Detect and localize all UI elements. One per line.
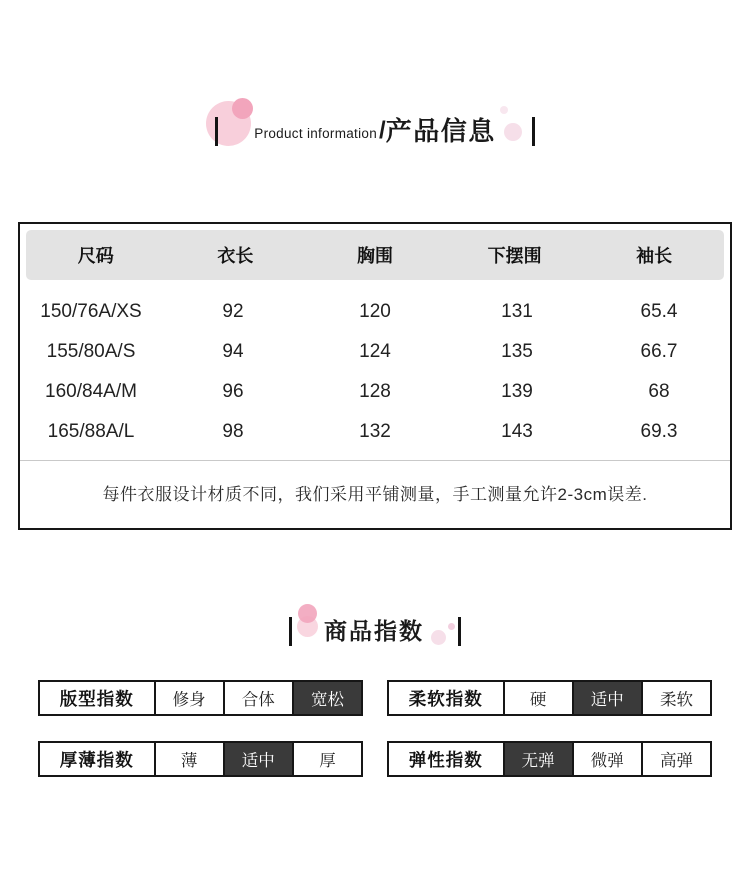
header-cell-hem: 下摆围 — [487, 246, 542, 266]
left-bar-decoration — [215, 117, 218, 146]
table-cell: 131 — [501, 301, 533, 322]
slash-separator: / — [379, 117, 386, 144]
pink-dot-light-icon — [431, 630, 446, 645]
table-cell: 94 — [222, 341, 244, 362]
table-cell: 165/88A/L — [47, 421, 135, 442]
pink-dot-tiny-icon — [448, 623, 455, 630]
table-row — [20, 372, 730, 412]
index-table-softness — [387, 680, 712, 716]
table-cell: 155/80A/S — [46, 341, 136, 362]
index-option: 高弹 — [659, 752, 693, 770]
measurement-note: 每件衣服设计材质不同，我们采用平铺测量，手工测量允许2-3cm误差. — [102, 485, 648, 504]
table-cell: 68 — [648, 381, 670, 402]
table-cell: 69.3 — [640, 421, 678, 442]
right-bar-decoration — [532, 117, 535, 146]
pink-dot-faint-icon — [500, 106, 508, 114]
product-index-title: 商品指数 — [324, 618, 424, 644]
index-option: 微弹 — [574, 743, 643, 775]
size-table-header-row — [26, 230, 724, 280]
pink-circle-small-icon — [232, 98, 253, 119]
size-table-body — [20, 292, 730, 452]
index-option: 适中 — [574, 682, 643, 714]
left-bar-decoration — [289, 617, 292, 646]
table-cell: 65.4 — [640, 301, 678, 322]
product-index-header — [289, 608, 461, 648]
table-cell: 120 — [359, 301, 391, 322]
product-info-label-en: Product information — [254, 126, 378, 141]
product-info-header — [215, 98, 534, 148]
index-label: 弹性指数 — [389, 743, 505, 775]
table-cell: 98 — [222, 421, 244, 442]
index-option: 厚 — [319, 752, 336, 770]
table-cell: 128 — [359, 381, 391, 402]
pink-dot-light-icon — [504, 123, 522, 141]
header-cell-sleeve: 袖长 — [636, 246, 673, 266]
index-option: 薄 — [156, 743, 225, 775]
table-cell: 135 — [501, 341, 533, 362]
index-option: 硬 — [505, 682, 574, 714]
pink-dots-right-icon — [496, 98, 532, 148]
header-cell-chest: 胸围 — [356, 246, 393, 266]
index-table-elasticity — [387, 741, 712, 777]
index-label: 版型指数 — [40, 682, 156, 714]
index-table-thickness — [38, 741, 363, 777]
table-cell: 124 — [359, 341, 391, 362]
index-option: 无弹 — [505, 743, 574, 775]
table-cell: 150/76A/XS — [40, 301, 142, 322]
header-cell-size: 尺码 — [77, 246, 114, 266]
index-table-fit — [38, 680, 363, 716]
index-label: 柔软指数 — [389, 682, 505, 714]
table-cell: 143 — [501, 421, 533, 442]
table-row — [20, 332, 730, 372]
index-label: 厚薄指数 — [40, 743, 156, 775]
pink-dots-right-icon — [424, 608, 458, 648]
table-row — [20, 292, 730, 332]
index-option: 适中 — [225, 743, 294, 775]
table-cell: 66.7 — [640, 341, 678, 362]
header-cell-length: 衣长 — [217, 246, 254, 266]
table-row — [20, 412, 730, 452]
index-option: 宽松 — [294, 682, 361, 714]
right-bar-decoration — [458, 617, 461, 646]
table-cell: 132 — [359, 421, 391, 442]
index-option: 修身 — [156, 682, 225, 714]
size-table — [18, 222, 732, 530]
table-cell: 139 — [501, 381, 533, 402]
pink-circle-top-icon — [298, 604, 317, 623]
index-tables-grid — [38, 680, 712, 777]
table-cell: 96 — [222, 381, 244, 402]
pink-circles-icon — [218, 98, 254, 148]
index-option: 合体 — [225, 682, 294, 714]
pink-circles-icon — [292, 608, 324, 648]
table-cell: 92 — [222, 301, 244, 322]
index-option: 柔软 — [659, 691, 693, 709]
table-cell: 160/84A/M — [45, 381, 137, 402]
product-info-title: 产品信息 — [385, 116, 496, 146]
